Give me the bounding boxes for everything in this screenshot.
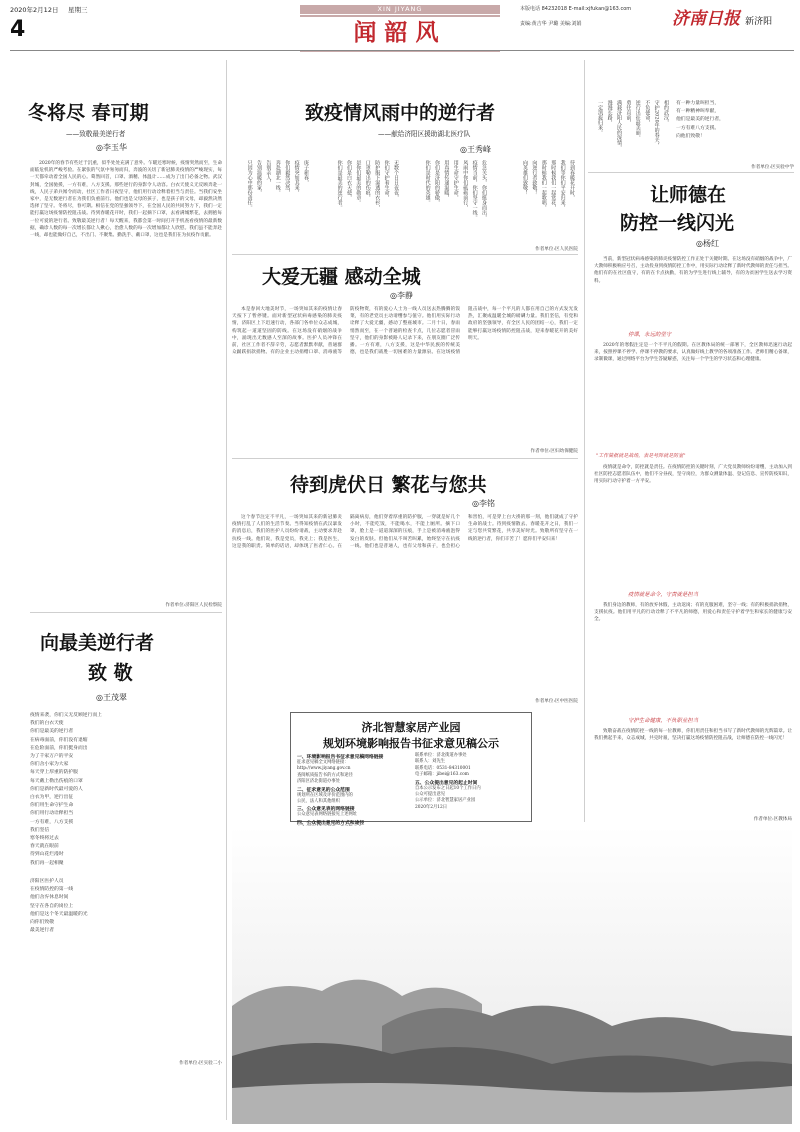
notice-h5: 五、公众提出意见的起止时间 — [415, 780, 478, 786]
article6-top-rule — [588, 172, 794, 173]
notice-title-line1: 济北智慧家居产业园 — [361, 721, 461, 734]
notice-h3: 三、公众意见表的网络链接 — [297, 807, 355, 813]
article1-subtitle: ——致敬最美逆行者 — [66, 130, 126, 138]
article3-verse1: 庚子新春， 疫情突如其来， 你们毅然决然， 奔赴湖北一线。 告别亲人， 告别温暖的家， 只因为心中那份责任。 — [246, 160, 309, 210]
article2-byline: 作者单位:区实验二小 — [179, 1061, 222, 1066]
notice-box — [290, 712, 532, 826]
article3-author: ◎王秀峰 — [460, 145, 491, 154]
article4-byline: 作者单位:区妇幼保健院 — [530, 449, 578, 454]
article2-title-line2: 致 敬 — [88, 662, 133, 684]
column-rule-left — [226, 60, 227, 1120]
article3-byline: 作者单位:区人民医院 — [535, 247, 578, 252]
editor-contact: 本版电话 84232018 E-mail:xjfukan@163.com — [520, 6, 632, 12]
article6-body4: 我们身边的教师，有的放弃休假，主动返岗；有的克服困难，坚守一线；有的积极捐款捐物，支援抗疫。他们用平凡的行动诠释了不平凡的师德，用爱心和责任守护着学生和家长的健康与安全。 — [594, 603, 792, 623]
notice-h1: 一、环境影响报告书征求意见稿网络链接 — [297, 755, 384, 760]
right-top-byline: 作者单位:区实验中学 — [751, 165, 794, 170]
article4-body: 本是春回大地美时节，一场突如其来的疫情让春天按下了暂停键。面对新型冠状病毒感染的肺炎疫情，济阳区上下迅速行动，各部门各单位众志成城，构筑起一道道坚固的防线。在这场没有硝烟的战争中，涌现出无数感人至深的故事。医护人员冲锋在前，社区工作者不辞辛劳，志愿者默默奉献，普通群众踊跃捐款捐物。有的企业主动捐赠口罩、消毒液等防疫物资，有的爱心人士为一线人员送去热腾腾的饭菜，有的老党员主动请缨参与值守。他们用实际行动诠释了大爱无疆，感动了整座城市。二月十日，春雨悄然而至，在一个普通的检查卡点，几位志愿者冒雨坚守，他们的身影被路人记录下来，在朋友圈广泛传播。一方有难，八方支援，这是中华民族的传统美德，也是我们战胜一切困难的力量源泉。在这场疫情阻击战中，每一个平凡的人都在用自己的方式发光发热，汇聚成温暖全城的磅礴力量。我们坚信，有党和政府的坚强领导，有全区人民的团结一心，我们一定能够打赢这场疫情防控阻击战，迎来春暖花开的美好明天。 — [232, 307, 578, 356]
pinyin-label: XIN JIYANG — [377, 5, 423, 13]
notice-t3: 公众意见表网络链接见上述网址 — [297, 812, 358, 818]
article6-verse-right: 相约武汉， 守护2020年的春天， 不负使命， 逆行出征最美丽。 勇往直前， 满载济阳人民的深情， 漫漫长路， 一定凯旋归来。 — [597, 100, 669, 150]
article2-author: ◎王茂翠 — [96, 693, 127, 702]
article6-body3: 疫情就是命令，防控就是责任。在疫情防控的关键时刻，广大党员教师纷纷请缨，主动加入到社区防控志愿者队伍中，他们不分昼夜，坚守岗位，为群众测量体温、登记信息、宣传防疫知识，用实际行动守护着一方平安。 — [594, 465, 792, 485]
article3-subtitle: ——献给济阳区援助湖北医疗队 — [378, 130, 471, 138]
masthead-title: 济南日报 — [672, 9, 740, 29]
article6-body: 当前，新型冠状病毒感染的肺炎疫情防控工作正处于关键时期。在这场没有硝烟的战争中，广大教师积极响应号召，主动投身到疫情防控工作中，用实际行动诠释了新时代教师的责任与担当。他们有的在社区值守，有的在卡点执勤，有的为学生进行线上辅导，有的为贫困学生送去学习资料。 — [594, 257, 792, 284]
article4-author: ◎李静 — [390, 291, 413, 300]
notice-col1 — [297, 753, 407, 826]
article6-author: ◎杨红 — [696, 239, 719, 248]
article1-body: 2020年的春节有些过于沉重，似乎处处充满了意外。乍暖还寒时候，疫情突然而至，生命面临危机的严峻考验。在紧张的气氛中匆匆而归，奔波的关切了新冠肺炎疫情的严峻现实，每一天都牵动着全国人民的心。蓦然回首，口罩、酒精、体温计……成为了出门必备之物。武汉封城，全国驰援，一方有难，八方支援。那些逆行的身影令人动容。白衣天使义无反顾奔赴一线，人民子弟兵闻令而动，社区工作者日夜坚守，他们用行动诠释着担当与责任。当我们安坐家中，是无数逆行者在为我们负重前行。他们也是父母的孩子，也是孩子的父母，却毅然决然选择了坚守。冬将尽，春可期。相信在党的坚强领导下，在全国人民的共同努力下，我们一定能打赢这场疫情防控阻击战。待到春暖花开时，我们一起摘下口罩，去看满城繁花，去拥抱每一位可爱的逆行者。致敬最美逆行者！每天醒来，我都会第一时间打开手机查看疫情的最新数据，确诊人数的每一次增长都让人揪心，治愈人数的每一次增加都让人欣慰。我们虽不能奔赴一线，却也能做好自己，不出门、不聚集、勤洗手、戴口罩，这也是我们在为抗疫作贡献。 — [30, 161, 222, 239]
article1-byline: 作者单位:济阳区人民检察院 — [165, 603, 222, 608]
article6-body2: 2020年的寒假注定是一个不平凡的假期。在区教体局的统一部署下，全区教师迅速行动起来，按照停课不停学、停课不停教的要求，认真做好线上教学的各项准备工作。老师们精心备课，录制微课，通过网络平台为学生答疑解惑，关注每一个学生的学习状态和心理健康。 — [594, 343, 792, 363]
article4-top-rule — [232, 254, 578, 255]
article4-title: 大爱无疆 感动全城 — [262, 266, 421, 288]
article1-title: 冬将尽 春可期 — [28, 102, 149, 124]
editor-names: 责编:黄吉华 尹璐 美编:刘娟 — [520, 21, 582, 27]
article6-title-line2: 防控一线闪光 — [620, 212, 735, 234]
masthead-logo — [672, 4, 794, 30]
right-top-poem: 有一种力量叫担当， 有一种精神叫奉献， 他们是最美的逆行者， 一方有难八方支援。 向他们致敬！ — [676, 101, 724, 139]
article6-title: 让师德在 — [650, 184, 727, 206]
article1-author: ◎李玉华 — [96, 143, 127, 152]
notice-h4: 四、公众提出意见的方式和途径 — [297, 820, 365, 826]
masthead-subtitle: 新济阳 — [745, 17, 773, 27]
article2-poem-2: 济阳区医护人员 在疫情防控的第一线 他们舍弃休息时间 坚守在各自的岗位上 他们是这个冬天最温暖的光 向你们致敬 最美逆行者 — [30, 879, 88, 934]
article6-body5: 致敬奋战在疫情防控一线的每一位教师，你们用责任和担当书写了新时代教师的光辉篇章。让我们携起手来，众志成城，共克时艰，坚决打赢这场疫情防控阻击战，让师德在防控一线闪光！ — [594, 729, 792, 742]
article6-subhead3: 疫情就是命令，守责就是担当 — [628, 592, 699, 598]
page-number: 4 — [10, 17, 26, 42]
header-editor-info — [520, 5, 670, 35]
notice-col2 — [415, 753, 525, 819]
article5-title: 待到虎伏日 繁花与您共 — [290, 474, 487, 496]
article2-title-line1: 向最美逆行者 — [40, 632, 155, 654]
article6-subhead1: 停课，永远的坚守 — [628, 332, 672, 338]
notice-title-line2: 规划环境影响报告书征求意见稿公示 — [323, 737, 499, 750]
article5-top-rule — [232, 458, 578, 459]
notice-t1: 征求意见稿全文网络链接： http://www.jiyang.gov.cn 查阅纸质报告书的方式和途径 济阳区济北街道办事处 — [297, 760, 353, 785]
article5-body: 这个春节注定不平凡，一场突如其来的新冠肺炎疫情打乱了人们的生活节奏。当得知疫情在武汉暴发的消息后，我们的医护人员纷纷请战，主动要求奔赴抗疫一线。他们说，我是党员，我先上；我是医生，这是我的职责。简单的话语，却体现了医者仁心。在隔离病房，他们穿着厚重的防护服，一穿就是好几个小时，不能吃饭，不能喝水，不能上厕所。摘下口罩，脸上是一道道深深的压痕，手上是被消毒液泡得发白的皮肤。但他们从不叫苦叫累，始终坚守在抗疫一线。他们也是普通人，也有父母和孩子，也会担心和害怕，可是穿上白大褂的那一刻，他们就成了守护生命的战士。待到疫情散去、春暖花开之日，我们一定与您共赏繁花，共享美好时光。致敬所有坚守在一线的逆行者，你们辛苦了！愿你们平安归来！ — [232, 515, 578, 549]
column-rule-right — [584, 60, 585, 822]
section-title-banner — [300, 15, 500, 52]
article3-verse2: 无数个日日夜夜， 你们守护着生命， 防护服下湿透的衣衫， 口罩勒出的伤痕， 是你们最美的勋章。 你们是白衣天使， 你们是最美的逆行者。 — [336, 160, 399, 210]
article5-author: ◎李铭 — [472, 499, 495, 508]
article5-byline: 作者单位:区中医医院 — [535, 699, 578, 704]
article2-top-rule — [30, 612, 222, 613]
page-weekday: 星期三 — [68, 6, 88, 14]
article6-subhead4: 守护生命健康，不负职业担当 — [628, 718, 699, 724]
landscape-illustration — [232, 826, 792, 1124]
article3-verse3: 危急关头，你们挺身而出， 疫情当前，你们坚守一线。 风雨中你们砥砺前行， 用生命守护生命， 用真情传递温暖， 你们是济阳的骄傲， 你们是时代的英雄。 — [424, 160, 487, 220]
header-left — [10, 5, 170, 45]
pinyin-band — [300, 5, 500, 14]
article2-poem: 疫情来袭，你们义无反顾逆行而上 我们的白衣天使 你们是最美的逆行者 在病毒面前，你们没有退缩 在危险面前，你们挺身而出 为了千家万户的平安 你们舍小家为大家 每天穿上厚重的防护服 每天戴上勒出伤痕的口罩 你们是新时代最可爱的人 白衣为甲，逆行出征 你们用生命守护生命 你们用行动诠释担当 一方有难，八方支援 我们坚信 寒冬终将过去 春天就在眼前 待到山花烂漫时 我们再一起相聚 — [30, 713, 102, 866]
article3-verse4: 待到春暖花开时， 我们等你们平安归来， 那时候我们一起赏花， 那时候我们一起歌唱， 向逆行者致敬！ 向英雄们致敬！ — [521, 160, 575, 210]
page-date: 2020年2月12日 — [10, 6, 59, 14]
header-rule — [10, 50, 794, 51]
notice-t5: 联系单位：济北街道办事处 联系人：刘先生 联系电话：0531-84310001 电子邮箱：jibei@163.com — [415, 753, 471, 778]
article6-subhead2: "工作简报就是战场，表是号阵就是防室" — [596, 453, 686, 459]
notice-h2: 二、征求意见的公众范围 — [297, 787, 350, 793]
notice-t2: 规划所在区域及评价范围内的 公民、法人和其他组织 — [297, 792, 353, 805]
article6-byline: 作者单位:区教体局 — [753, 817, 792, 822]
article3-title: 致疫情风雨中的逆行者 — [305, 102, 496, 124]
notice-t6: 自本公示发布之日起10个工作日内 公众可提出意见 公示单位：济北智慧家居产业园 2020年2月12日 — [415, 785, 481, 810]
section-title: 闻韶风 — [353, 20, 447, 46]
